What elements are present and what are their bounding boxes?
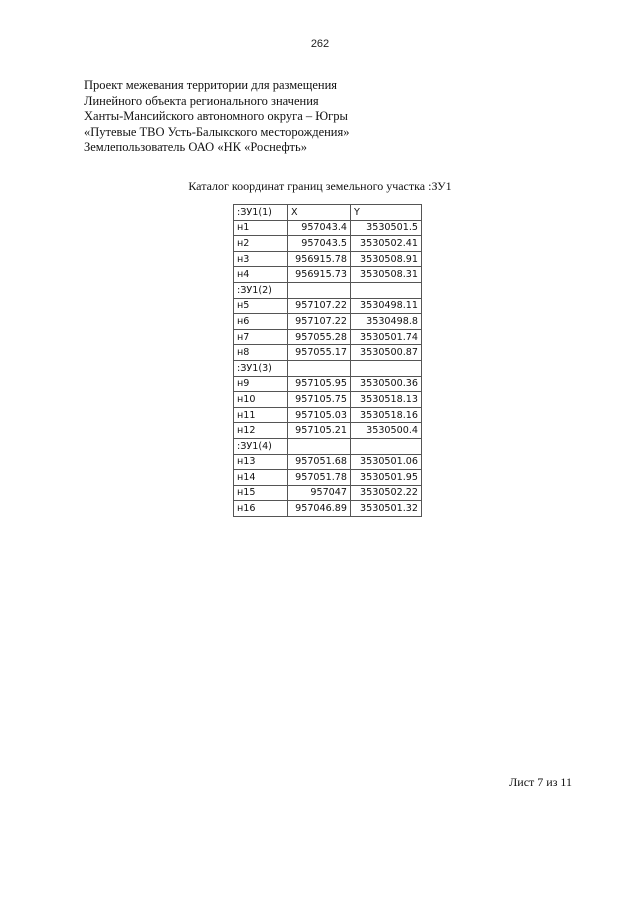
header-line-4: «Путевые ТВО Усть-Балыкского месторождения» — [84, 124, 350, 139]
header-line-3: Ханты-Мансийского автономного округа – Югры — [84, 109, 348, 124]
cell-point: н10 — [234, 392, 288, 408]
header-line-5: Землепользователь ОАО «НК «Роснефть» — [84, 140, 307, 155]
table-row — [234, 298, 422, 314]
table-row — [234, 220, 422, 236]
cell-x: 957107.22 — [288, 314, 351, 330]
catalog-title: Каталог координат границ земельного участка :ЗУ1 — [188, 179, 452, 193]
table-row — [234, 376, 422, 392]
table-row — [234, 267, 422, 283]
column-header-y: Y — [351, 205, 422, 221]
table-group-row — [234, 282, 422, 298]
cell-point: н15 — [234, 485, 288, 501]
cell-point: :ЗУ1(4) — [234, 438, 288, 454]
column-header-x: X — [288, 205, 351, 221]
table-group-row — [234, 438, 422, 454]
cell-x: 957051.68 — [288, 454, 351, 470]
cell-point: н7 — [234, 329, 288, 345]
table-row — [234, 454, 422, 470]
column-header-point: :ЗУ1(1) — [234, 205, 288, 221]
document-header — [84, 78, 350, 156]
cell-x: 956915.73 — [288, 267, 351, 283]
cell-point: н8 — [234, 345, 288, 361]
table-row — [234, 407, 422, 423]
cell-y: 3530500.36 — [351, 376, 422, 392]
cell-y: 3530500.4 — [351, 423, 422, 439]
cell-x: 957055.17 — [288, 345, 351, 361]
cell-y — [351, 282, 422, 298]
cell-y: 3530518.13 — [351, 392, 422, 408]
table-row — [234, 329, 422, 345]
table-header-row — [234, 205, 422, 221]
cell-x — [288, 438, 351, 454]
cell-y: 3530498.8 — [351, 314, 422, 330]
cell-point: н11 — [234, 407, 288, 423]
cell-y: 3530501.95 — [351, 470, 422, 486]
table-row — [234, 314, 422, 330]
cell-point: н14 — [234, 470, 288, 486]
cell-x: 957107.22 — [288, 298, 351, 314]
cell-point: н2 — [234, 236, 288, 252]
table-row — [234, 423, 422, 439]
cell-y: 3530508.31 — [351, 267, 422, 283]
cell-y: 3530501.06 — [351, 454, 422, 470]
cell-y: 3530501.32 — [351, 501, 422, 517]
cell-point: :ЗУ1(3) — [234, 360, 288, 376]
cell-x: 957105.21 — [288, 423, 351, 439]
cell-y — [351, 360, 422, 376]
cell-point: н13 — [234, 454, 288, 470]
cell-point: н3 — [234, 251, 288, 267]
cell-x: 957105.95 — [288, 376, 351, 392]
cell-point: н16 — [234, 501, 288, 517]
cell-y: 3530498.11 — [351, 298, 422, 314]
cell-y: 3530502.22 — [351, 485, 422, 501]
table-row — [234, 392, 422, 408]
cell-x: 957043.4 — [288, 220, 351, 236]
cell-point: н12 — [234, 423, 288, 439]
cell-y: 3530502.41 — [351, 236, 422, 252]
cell-y: 3530501.5 — [351, 220, 422, 236]
page-number: 262 — [310, 38, 330, 50]
cell-x: 957055.28 — [288, 329, 351, 345]
header-line-1: Проект межевания территории для размещения — [84, 78, 338, 92]
table-row — [234, 501, 422, 517]
cell-point: н1 — [234, 220, 288, 236]
cell-x: 957105.75 — [288, 392, 351, 408]
cell-point: н5 — [234, 298, 288, 314]
cell-y: 3530518.16 — [351, 407, 422, 423]
cell-x: 956915.78 — [288, 251, 351, 267]
table-row — [234, 251, 422, 267]
table-row — [234, 470, 422, 486]
cell-y: 3530500.87 — [351, 345, 422, 361]
coordinates-table — [233, 204, 422, 517]
cell-y: 3530508.91 — [351, 251, 422, 267]
header-line-2: Линейного объекта регионального значения — [84, 93, 319, 108]
table-row — [234, 236, 422, 252]
cell-x: 957105.03 — [288, 407, 351, 423]
table-group-row — [234, 360, 422, 376]
table-row — [234, 485, 422, 501]
cell-point: н4 — [234, 267, 288, 283]
cell-x: 957046.89 — [288, 501, 351, 517]
cell-y: 3530501.74 — [351, 329, 422, 345]
sheet-number: Лист 7 из 11 — [509, 775, 572, 789]
cell-x: 957047 — [288, 485, 351, 501]
cell-x: 957051.78 — [288, 470, 351, 486]
table-row — [234, 345, 422, 361]
cell-y — [351, 438, 422, 454]
cell-x: 957043.5 — [288, 236, 351, 252]
cell-x — [288, 360, 351, 376]
cell-point: н9 — [234, 376, 288, 392]
cell-point: н6 — [234, 314, 288, 330]
cell-x — [288, 282, 351, 298]
cell-point: :ЗУ1(2) — [234, 282, 288, 298]
